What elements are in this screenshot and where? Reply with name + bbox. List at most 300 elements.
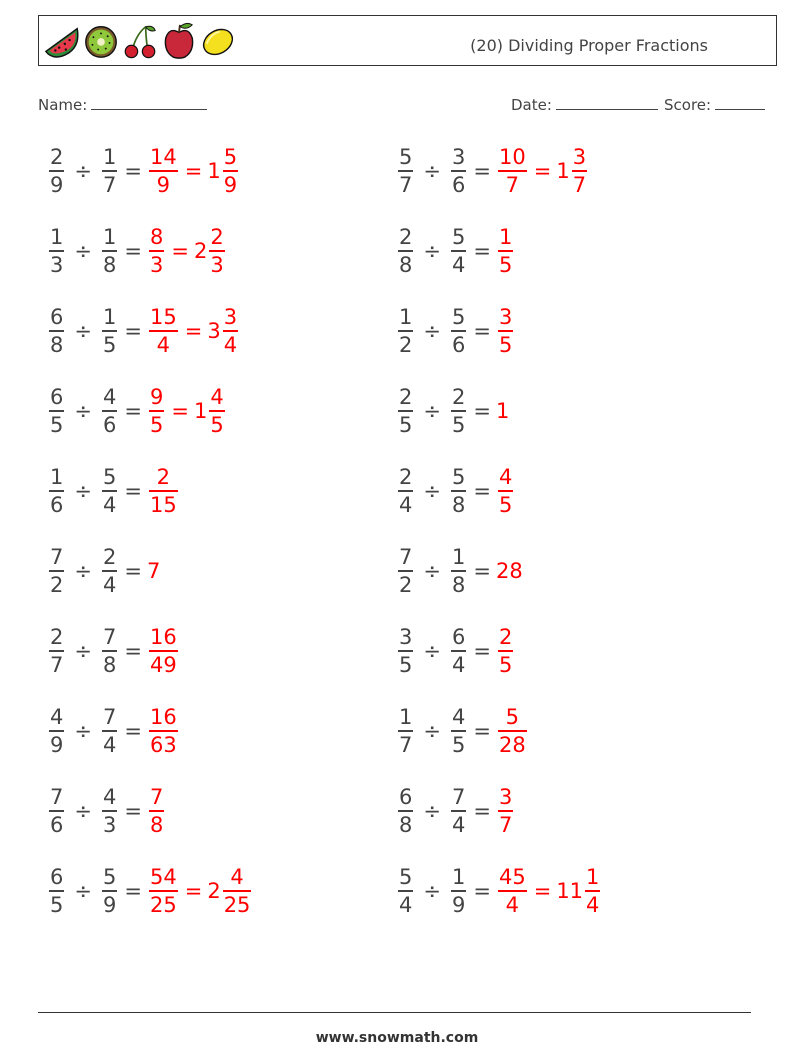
mixed-fraction-numerator: 2 — [210, 225, 224, 250]
mixed-fraction — [223, 864, 252, 918]
equals-sign: = — [473, 479, 491, 503]
watermelon-icon — [43, 20, 81, 62]
divide-sign: ÷ — [74, 319, 92, 343]
answer-fraction — [498, 864, 527, 918]
name-label: Name: — [38, 96, 88, 114]
problem-item — [396, 139, 589, 203]
score-label: Score: — [664, 96, 712, 114]
mixed-fraction — [223, 304, 238, 358]
divisor-fraction-denominator: 6 — [451, 332, 466, 357]
divide-sign: ÷ — [74, 639, 92, 663]
dividend-fraction-numerator: 3 — [399, 625, 413, 650]
answer — [496, 304, 515, 358]
answer-fraction-numerator: 10 — [498, 145, 526, 170]
divisor-fraction — [451, 544, 466, 598]
footer-divider — [38, 1012, 751, 1013]
divide-sign: ÷ — [74, 239, 92, 263]
mixed-whole: 1 — [207, 159, 221, 183]
equals-sign: = — [473, 319, 491, 343]
divide-sign: ÷ — [74, 799, 92, 823]
mixed-whole: 3 — [207, 319, 221, 343]
answer-fraction — [149, 464, 178, 518]
problem-item — [396, 619, 515, 683]
mixed-fraction — [223, 144, 238, 198]
divide-sign: ÷ — [74, 559, 92, 583]
dividend-fraction-numerator: 7 — [50, 785, 64, 810]
dividend-fraction-denominator: 9 — [50, 172, 64, 197]
mixed-fraction-numerator: 4 — [230, 865, 244, 890]
divisor-fraction-numerator: 1 — [102, 145, 117, 170]
mixed-fraction-denominator: 4 — [223, 332, 238, 357]
answer-fraction-denominator: 5 — [498, 652, 513, 677]
dividend-fraction-numerator: 2 — [399, 385, 413, 410]
divisor-fraction — [102, 864, 117, 918]
divisor-fraction-numerator: 4 — [451, 705, 466, 730]
answer-fraction — [149, 864, 178, 918]
dividend-fraction-denominator: 5 — [50, 412, 64, 437]
mixed-fraction-numerator: 4 — [210, 385, 224, 410]
divisor-fraction-numerator: 7 — [102, 625, 117, 650]
divisor-fraction-denominator: 6 — [451, 172, 466, 197]
divisor-fraction — [451, 624, 466, 678]
divisor-fraction-numerator: 5 — [451, 305, 466, 330]
equals-sign: = — [124, 479, 142, 503]
problem-item — [47, 699, 180, 763]
equals-sign: = — [171, 239, 189, 263]
mixed-fraction-numerator: 1 — [586, 865, 600, 890]
problem-item — [396, 379, 509, 443]
divide-sign: ÷ — [423, 159, 441, 183]
equals-sign: = — [124, 719, 142, 743]
answer-fraction-denominator: 25 — [149, 892, 177, 917]
divisor-fraction-numerator: 2 — [451, 385, 466, 410]
divisor-fraction-denominator: 4 — [102, 572, 117, 597]
answer — [496, 704, 529, 758]
divisor-fraction-numerator: 7 — [102, 705, 117, 730]
answer — [147, 384, 227, 438]
mixed-fraction-denominator: 7 — [572, 172, 587, 197]
divisor-fraction-denominator: 4 — [102, 492, 117, 517]
dividend-fraction-numerator: 6 — [399, 785, 413, 810]
dividend-fraction — [398, 704, 413, 758]
divisor-fraction-numerator: 1 — [102, 305, 117, 330]
equals-sign: = — [124, 239, 142, 263]
problem-item — [396, 219, 515, 283]
dividend-fraction-numerator: 1 — [399, 305, 413, 330]
equals-sign: = — [533, 159, 552, 183]
equals-sign: = — [124, 639, 142, 663]
answer-fraction-denominator: 7 — [498, 812, 513, 837]
divisor-fraction-numerator: 5 — [451, 465, 466, 490]
divisor-fraction-denominator: 9 — [451, 892, 466, 917]
answer — [147, 559, 160, 583]
answer-fraction-denominator: 15 — [149, 492, 177, 517]
divide-sign: ÷ — [74, 399, 92, 423]
answer-fraction-numerator: 8 — [149, 225, 164, 250]
divisor-fraction-numerator: 1 — [451, 865, 466, 890]
mixed-fraction-denominator: 9 — [223, 172, 238, 197]
dividend-fraction — [49, 224, 64, 278]
equals-sign: = — [533, 879, 552, 903]
date-label: Date: — [511, 96, 552, 114]
dividend-fraction-denominator: 3 — [50, 252, 64, 277]
divisor-fraction — [451, 464, 466, 518]
answer-integer: 28 — [495, 559, 523, 583]
lemon-icon — [199, 20, 237, 62]
mixed-whole: 2 — [207, 879, 221, 903]
problem-item — [47, 779, 166, 843]
answer — [496, 224, 515, 278]
divisor-fraction-denominator: 3 — [102, 812, 117, 837]
dividend-fraction-numerator: 6 — [50, 385, 64, 410]
answer-fraction — [149, 224, 164, 278]
dividend-fraction — [49, 144, 64, 198]
answer — [147, 144, 240, 198]
divisor-fraction — [102, 544, 117, 598]
dividend-fraction-numerator: 1 — [50, 225, 64, 250]
divide-sign: ÷ — [423, 719, 441, 743]
dividend-fraction-numerator: 6 — [50, 305, 64, 330]
dividend-fraction — [398, 384, 413, 438]
dividend-fraction — [49, 864, 64, 918]
divisor-fraction-numerator: 5 — [451, 225, 466, 250]
answer-fraction-numerator: 5 — [505, 705, 520, 730]
problem-item — [396, 299, 515, 363]
answer-fraction-numerator: 16 — [149, 705, 177, 730]
answer-fraction-denominator: 9 — [156, 172, 171, 197]
dividend-fraction-numerator: 5 — [399, 865, 413, 890]
problem-item — [47, 459, 180, 523]
dividend-fraction — [398, 864, 413, 918]
divisor-fraction-denominator: 4 — [451, 252, 466, 277]
equals-sign: = — [184, 159, 203, 183]
answer-fraction-numerator: 9 — [149, 385, 164, 410]
dividend-fraction-denominator: 7 — [50, 652, 64, 677]
mixed-fraction — [209, 384, 224, 438]
dividend-fraction-denominator: 6 — [50, 492, 64, 517]
divisor-fraction-denominator: 5 — [451, 412, 466, 437]
divisor-fraction-denominator: 8 — [451, 492, 466, 517]
dividend-fraction-denominator: 2 — [399, 572, 413, 597]
divisor-fraction-denominator: 4 — [102, 732, 117, 757]
dividend-fraction-numerator: 1 — [50, 465, 64, 490]
answer-fraction-numerator: 3 — [498, 305, 513, 330]
mixed-fraction — [572, 144, 587, 198]
problem-item — [47, 219, 227, 283]
answer-fraction-numerator: 2 — [156, 465, 171, 490]
dividend-fraction-denominator: 2 — [399, 332, 413, 357]
answer-fraction — [498, 624, 513, 678]
dividend-fraction-numerator: 1 — [399, 705, 413, 730]
dividend-fraction-denominator: 8 — [399, 812, 413, 837]
dividend-fraction-numerator: 2 — [399, 225, 413, 250]
answer-fraction-denominator: 28 — [498, 732, 526, 757]
worksheet-title: (20) Dividing Proper Fractions — [470, 36, 708, 55]
dividend-fraction — [398, 624, 413, 678]
answer-fraction-numerator: 14 — [149, 145, 177, 170]
dividend-fraction-denominator: 2 — [50, 572, 64, 597]
divisor-fraction-denominator: 5 — [451, 732, 466, 757]
problem-item — [47, 539, 160, 603]
mixed-fraction-denominator: 25 — [223, 892, 251, 917]
divide-sign: ÷ — [423, 799, 441, 823]
answer-fraction-numerator: 45 — [498, 865, 526, 890]
mixed-fraction — [209, 224, 224, 278]
equals-sign: = — [124, 879, 142, 903]
answer — [147, 864, 253, 918]
answer — [496, 624, 515, 678]
answer — [496, 144, 589, 198]
divisor-fraction-numerator: 2 — [102, 545, 117, 570]
dividend-fraction — [398, 144, 413, 198]
answer — [496, 559, 523, 583]
divisor-fraction-denominator: 5 — [102, 332, 117, 357]
problem-item — [47, 139, 240, 203]
equals-sign: = — [473, 399, 491, 423]
dividend-fraction — [49, 624, 64, 678]
divide-sign: ÷ — [74, 159, 92, 183]
answer-fraction — [498, 704, 527, 758]
dividend-fraction — [398, 224, 413, 278]
answer-fraction — [149, 384, 164, 438]
divisor-fraction — [451, 384, 466, 438]
answer — [147, 624, 180, 678]
answer — [147, 224, 227, 278]
divisor-fraction — [102, 624, 117, 678]
equals-sign: = — [124, 559, 142, 583]
answer — [496, 864, 602, 918]
fruit-icons — [43, 20, 237, 62]
divide-sign: ÷ — [423, 399, 441, 423]
divisor-fraction-denominator: 9 — [102, 892, 117, 917]
dividend-fraction-numerator: 2 — [50, 625, 64, 650]
answer-fraction — [498, 144, 527, 198]
dividend-fraction-denominator: 8 — [50, 332, 64, 357]
footer-website: www.snowmath.com — [315, 1030, 479, 1046]
divisor-fraction-numerator: 4 — [102, 785, 117, 810]
dividend-fraction-numerator: 5 — [399, 145, 413, 170]
divisor-fraction-numerator: 7 — [451, 785, 466, 810]
equals-sign: = — [184, 879, 203, 903]
mixed-fraction-denominator: 5 — [210, 412, 224, 437]
dividend-fraction-denominator: 4 — [399, 892, 413, 917]
divisor-fraction — [451, 144, 466, 198]
divide-sign: ÷ — [74, 719, 92, 743]
problem-item — [396, 459, 515, 523]
answer-fraction-denominator: 5 — [149, 412, 164, 437]
divisor-fraction — [102, 704, 117, 758]
date-blank[interactable] — [556, 94, 658, 110]
mixed-whole: 1 — [193, 399, 208, 423]
equals-sign: = — [473, 799, 491, 823]
answer-fraction-denominator: 4 — [156, 332, 171, 357]
answer-fraction — [149, 144, 178, 198]
divisor-fraction — [451, 704, 466, 758]
answer-fraction-numerator: 4 — [498, 465, 513, 490]
answer-fraction — [498, 784, 513, 838]
mixed-fraction-denominator: 3 — [210, 252, 224, 277]
problem-item — [396, 539, 523, 603]
answer-fraction — [149, 704, 178, 758]
problem-item — [47, 379, 227, 443]
equals-sign: = — [171, 399, 189, 423]
answer-fraction — [498, 464, 513, 518]
answer-fraction — [149, 304, 178, 358]
answer-fraction-numerator: 1 — [498, 225, 513, 250]
dividend-fraction-numerator: 2 — [50, 145, 64, 170]
divisor-fraction-denominator: 8 — [102, 252, 117, 277]
divisor-fraction-numerator: 5 — [102, 865, 117, 890]
answer-fraction-denominator: 5 — [498, 492, 513, 517]
mixed-fraction-numerator: 3 — [223, 305, 238, 330]
dividend-fraction-denominator: 6 — [50, 812, 64, 837]
score-blank[interactable] — [715, 94, 765, 110]
answer-integer: 7 — [146, 559, 161, 583]
answer-fraction — [498, 224, 513, 278]
dividend-fraction — [398, 784, 413, 838]
divide-sign: ÷ — [423, 879, 441, 903]
dividend-fraction-numerator: 6 — [50, 865, 64, 890]
dividend-fraction-numerator: 2 — [399, 465, 413, 490]
dividend-fraction-denominator: 5 — [50, 892, 64, 917]
name-blank[interactable] — [91, 94, 207, 110]
problem-item — [47, 299, 240, 363]
mixed-fraction-numerator: 5 — [223, 145, 238, 170]
dividend-fraction — [49, 784, 64, 838]
equals-sign: = — [124, 159, 142, 183]
answer-fraction-numerator: 15 — [149, 305, 177, 330]
mixed-fraction — [585, 864, 600, 918]
answer-fraction — [149, 624, 178, 678]
equals-sign: = — [473, 159, 491, 183]
divisor-fraction-denominator: 8 — [102, 652, 117, 677]
divisor-fraction-denominator: 4 — [451, 652, 466, 677]
dividend-fraction — [49, 704, 64, 758]
name-field — [38, 94, 207, 114]
problem-item — [396, 779, 515, 843]
divisor-fraction-numerator: 6 — [451, 625, 466, 650]
divisor-fraction — [451, 864, 466, 918]
dividend-fraction-numerator: 7 — [399, 545, 413, 570]
answer-fraction-numerator: 3 — [498, 785, 513, 810]
answer-integer: 1 — [495, 399, 510, 423]
equals-sign: = — [473, 639, 491, 663]
answer-fraction-denominator: 7 — [505, 172, 520, 197]
answer-fraction-denominator: 5 — [498, 252, 513, 277]
divisor-fraction-numerator: 3 — [451, 145, 466, 170]
divide-sign: ÷ — [423, 319, 441, 343]
equals-sign: = — [473, 559, 491, 583]
dividend-fraction-denominator: 4 — [399, 492, 413, 517]
answer-fraction-denominator: 63 — [149, 732, 177, 757]
date-field — [511, 94, 658, 114]
divide-sign: ÷ — [423, 479, 441, 503]
answer-fraction-numerator: 7 — [149, 785, 164, 810]
answer — [147, 704, 180, 758]
dividend-fraction — [49, 544, 64, 598]
dividend-fraction — [398, 464, 413, 518]
dividend-fraction-denominator: 7 — [399, 732, 413, 757]
equals-sign: = — [473, 719, 491, 743]
dividend-fraction — [49, 304, 64, 358]
divisor-fraction — [102, 784, 117, 838]
divisor-fraction-numerator: 5 — [102, 465, 117, 490]
mixed-whole: 1 — [556, 159, 570, 183]
worksheet-header — [38, 15, 777, 66]
divisor-fraction — [102, 464, 117, 518]
answer — [147, 304, 240, 358]
dividend-fraction-numerator: 7 — [50, 545, 64, 570]
answer-fraction-denominator: 4 — [505, 892, 520, 917]
problem-item — [396, 699, 529, 763]
equals-sign: = — [124, 319, 142, 343]
divisor-fraction-numerator: 1 — [102, 225, 117, 250]
dividend-fraction-denominator: 8 — [399, 252, 413, 277]
dividend-fraction-denominator: 5 — [399, 412, 413, 437]
divisor-fraction-numerator: 4 — [102, 385, 117, 410]
answer — [147, 784, 166, 838]
mixed-whole: 11 — [556, 879, 584, 903]
problem-item — [47, 859, 253, 923]
dividend-fraction-denominator: 7 — [399, 172, 413, 197]
dividend-fraction-numerator: 4 — [50, 705, 64, 730]
divisor-fraction-denominator: 7 — [102, 172, 117, 197]
problem-item — [47, 619, 180, 683]
divide-sign: ÷ — [423, 239, 441, 263]
answer-fraction — [149, 784, 164, 838]
answer-fraction-denominator: 5 — [498, 332, 513, 357]
divisor-fraction-numerator: 1 — [451, 545, 466, 570]
divisor-fraction — [102, 304, 117, 358]
divisor-fraction — [102, 384, 117, 438]
equals-sign: = — [184, 319, 203, 343]
divisor-fraction-denominator: 8 — [451, 572, 466, 597]
cherry-icon — [121, 20, 159, 62]
answer-fraction-numerator: 2 — [498, 625, 513, 650]
apple-icon — [160, 20, 198, 62]
mixed-fraction-denominator: 4 — [586, 892, 600, 917]
answer — [147, 464, 180, 518]
divide-sign: ÷ — [423, 559, 441, 583]
divisor-fraction — [451, 224, 466, 278]
divisor-fraction — [451, 304, 466, 358]
dividend-fraction — [49, 464, 64, 518]
dividend-fraction-denominator: 9 — [50, 732, 64, 757]
divisor-fraction-denominator: 4 — [451, 812, 466, 837]
equals-sign: = — [124, 799, 142, 823]
dividend-fraction-denominator: 5 — [399, 652, 413, 677]
dividend-fraction — [49, 384, 64, 438]
divisor-fraction — [451, 784, 466, 838]
score-field — [664, 94, 765, 114]
answer-fraction-denominator: 3 — [149, 252, 164, 277]
kiwi-icon — [82, 20, 120, 62]
divide-sign: ÷ — [74, 479, 92, 503]
answer-fraction-denominator: 49 — [149, 652, 177, 677]
divisor-fraction-denominator: 6 — [102, 412, 117, 437]
dividend-fraction — [398, 304, 413, 358]
equals-sign: = — [473, 239, 491, 263]
divisor-fraction — [102, 144, 117, 198]
dividend-fraction — [398, 544, 413, 598]
equals-sign: = — [124, 399, 142, 423]
answer-fraction-numerator: 16 — [149, 625, 177, 650]
answer — [496, 464, 515, 518]
mixed-whole: 2 — [193, 239, 208, 263]
divide-sign: ÷ — [74, 879, 92, 903]
problem-item — [396, 859, 602, 923]
answer-fraction — [498, 304, 513, 358]
